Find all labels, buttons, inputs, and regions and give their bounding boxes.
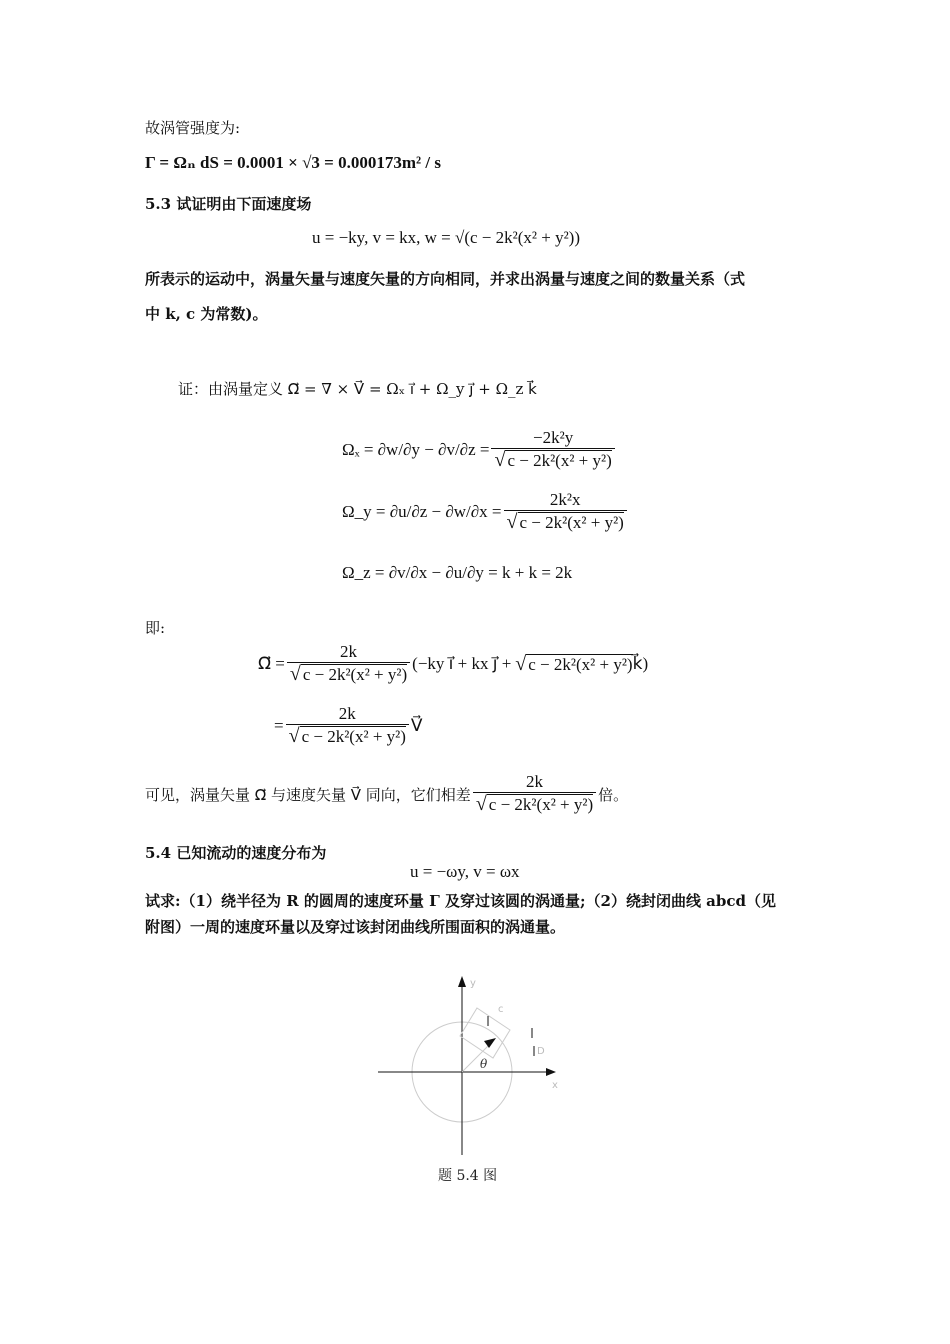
x-axis-arrow-icon (546, 1068, 556, 1076)
figure-caption: 题 5.4 图 (438, 1168, 498, 1184)
y-axis-arrow-icon (458, 976, 466, 987)
result2-lhs: = (274, 716, 284, 735)
problem-5-4-velocity-field: u = −ωy, v = ωx (410, 862, 520, 881)
result1-radicand: c − 2k²(x² + y²) (302, 665, 408, 684)
result2-fraction (286, 704, 409, 748)
result2-rhs: V⃗ (410, 716, 423, 735)
result1-numerator: 2k (287, 642, 410, 663)
sqrt-sign-icon: √ (475, 793, 487, 815)
omega-y-lhs: Ω_y = ∂u/∂z − ∂w/∂x = (342, 502, 502, 521)
point-c-label: c (498, 1004, 504, 1015)
point-d-label: D (537, 1046, 545, 1057)
omega-x-numerator: −2k²y (491, 428, 614, 449)
problem-5-3-velocity-field: u = −ky, v = kx, w = √(c − 2k²(x² + y²)) (312, 228, 581, 247)
problem-5-3-statement-line1: 所表示的运动中，涡量矢量与速度矢量的方向相同，并求出涡量与速度之间的数量关系（式 (145, 270, 746, 288)
omega-y-fraction (504, 490, 627, 534)
theta-label: θ (480, 1057, 488, 1071)
omega-y-equation (342, 490, 629, 534)
result1-rhs: (−ky i⃗ + kx j⃗ + (412, 654, 512, 673)
problem-5-4-title: 5.4 已知流动的速度分布为 (145, 844, 327, 862)
problem-5-4-statement-line1: 试求:（1）绕半径为 R 的圆周的速度环量 Γ 及穿过该圆的涡通量;（2）绕封闭曲线 abcd（见 (145, 892, 777, 910)
sqrt-sign-icon: √ (494, 449, 506, 471)
result1-end: k⃗) (632, 654, 649, 673)
omega-x-fraction (491, 428, 614, 472)
figure-5-4 (370, 970, 570, 1165)
conclusion-text-b: 倍。 (598, 785, 629, 804)
y-axis-label: y (470, 978, 476, 989)
sqrt-sign-icon: √ (506, 511, 518, 533)
omega-x-lhs: Ωₓ = ∂w/∂y − ∂v/∂z = (342, 440, 490, 459)
result-equation-1 (258, 642, 648, 686)
intro-text: 故涡管强度为: (145, 119, 241, 137)
result2-radicand: c − 2k²(x² + y²) (301, 727, 406, 746)
ji-label: 即: (145, 619, 166, 637)
sqrt-sign-icon: √ (289, 663, 301, 685)
conclusion-numerator: 2k (473, 772, 596, 793)
conclusion-text-a: 可见，涡量矢量 Ω⃗ 与速度矢量 V⃗ 同向，它们相差 (145, 785, 471, 804)
closed-curve-abcd (460, 1008, 510, 1058)
radial-arrow-icon (484, 1038, 496, 1048)
result1-fraction (287, 642, 410, 686)
sqrt-sign-icon: √ (288, 725, 300, 747)
sqrt-sign-icon: √ (515, 652, 527, 675)
result2-numerator: 2k (286, 704, 409, 725)
conclusion-fraction (473, 772, 596, 816)
result1-inner-radicand: c − 2k²(x² + y²) (528, 654, 633, 674)
problem-5-3-title: 5.3 试证明由下面速度场 (145, 195, 312, 213)
conclusion-radicand: c − 2k²(x² + y²) (488, 795, 594, 814)
problem-5-4-statement-line2: 附图）一周的速度环量以及穿过该封闭曲线所围面积的涡通量。 (145, 918, 566, 936)
omega-y-radicand: c − 2k²(x² + y²) (519, 513, 624, 532)
x-axis-label: x (552, 1080, 558, 1091)
omega-x-radicand: c − 2k²(x² + y²) (507, 451, 612, 470)
omega-z-equation: Ω_z = ∂v/∂x − ∂u/∂y = k + k = 2k (342, 563, 573, 582)
result-equation-2 (274, 704, 423, 748)
omega-x-equation (342, 428, 617, 472)
proof-intro: 证：由涡量定义 Ω⃗ = ∇ × V⃗ = Ωₓ i⃗ + Ω_y j⃗ + Ω_z k⃗ (178, 380, 537, 398)
gamma-equation: Γ = Ωₙ dS = 0.0001 × √3 = 0.000173m² / s (145, 153, 441, 172)
conclusion-line (145, 772, 628, 816)
omega-y-numerator: 2k²x (504, 490, 627, 511)
result1-lhs: Ω⃗ = (258, 654, 285, 673)
problem-5-3-statement-line2: 中 k, c 为常数)。 (145, 305, 268, 323)
